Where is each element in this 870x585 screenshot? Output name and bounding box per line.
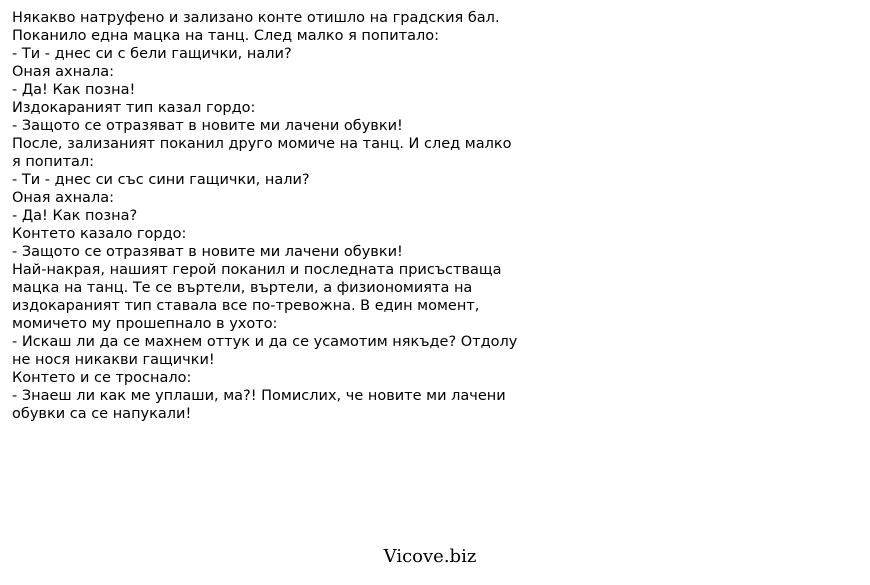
joke-line: я попитал: <box>12 154 95 170</box>
joke-line: мацка на танц. Те се въртели, въртели, а физиономията на <box>12 280 473 296</box>
joke-line: После, зализаният поканил друго момиче на танц. И след малко <box>12 136 512 152</box>
joke-line: Оная ахнала: <box>12 64 114 80</box>
joke-line: - Знаеш ли как ме уплаши, ма?! Помислих, че новите ми лачени <box>12 388 506 404</box>
joke-line: Оная ахнала: <box>12 190 114 206</box>
joke-line: Поканило една мацка на танц. След малко я попитало: <box>12 28 440 44</box>
joke-line: Контето и се троснало: <box>12 370 192 386</box>
joke-line: - Да! Как позна! <box>12 82 136 98</box>
site-watermark: Vicove.biz <box>383 546 477 567</box>
joke-line: Издокараният тип казал гордо: <box>12 100 256 116</box>
joke-line: Някакво натруфено и зализано конте отишло на градския бал. <box>12 10 500 26</box>
joke-line: момичето му прошепнало в ухото: <box>12 316 278 332</box>
joke-line: - Ти - днес си със сини гащички, нали? <box>12 172 310 188</box>
joke-line: - Ти - днес си с бели гащички, нали? <box>12 46 292 62</box>
joke-line: Най-накрая, нашият герой поканил и последната присъстваща <box>12 262 502 278</box>
joke-line: - Искаш ли да се махнем оттук и да се усамотим някъде? Отдолу <box>12 334 518 350</box>
joke-line: не нося никакви гащички! <box>12 352 215 368</box>
joke-line: - Да! Как позна? <box>12 208 138 224</box>
joke-line: издокараният тип ставала все по-тревожна. В един момент, <box>12 298 480 314</box>
joke-text <box>12 9 572 423</box>
joke-line: - Защото се отразяват в новите ми лачени обувки! <box>12 244 403 260</box>
joke-line: Контето казало гордо: <box>12 226 187 242</box>
joke-line: - Защото се отразяват в новите ми лачени обувки! <box>12 118 403 134</box>
joke-line: обувки са се напукали! <box>12 406 192 422</box>
